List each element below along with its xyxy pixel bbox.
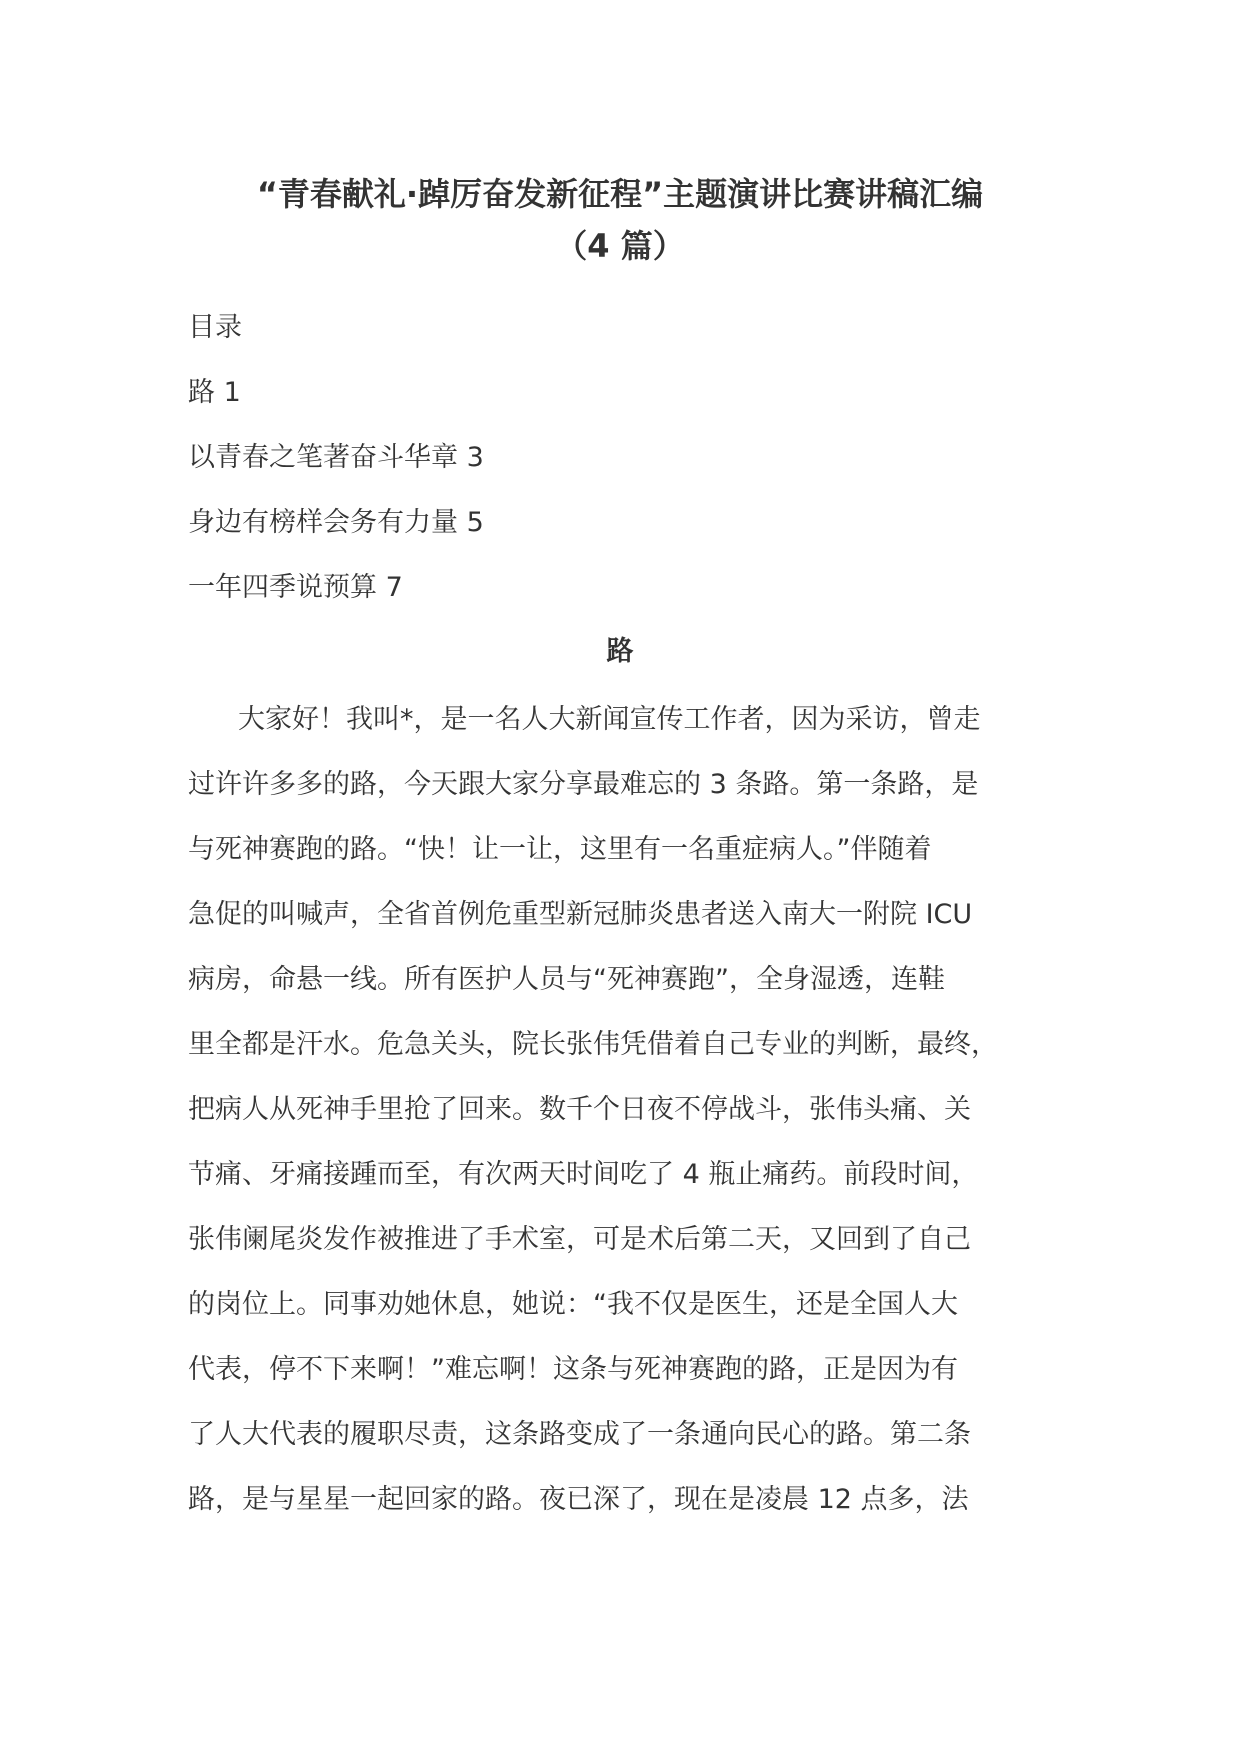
body-line: 的岗位上。同事劝她休息，她说：“我不仅是医生，还是全国人大 (188, 1289, 958, 1320)
body-line: 节痛、牙痛接踵而至，有次两天时间吃了 4 瓶止痛药。前段时间， (188, 1159, 979, 1190)
body-line: 把病人从死神手里抢了回来。数千个日夜不停战斗，张伟头痛、关 (188, 1094, 971, 1125)
body-line: 路，是与星星一起回家的路。夜已深了，现在是凌晨 12 点多，法 (188, 1484, 969, 1515)
table-of-contents (188, 306, 1088, 631)
body-line: 代表，停不下来啊！”难忘啊！这条与死神赛跑的路，正是因为有 (188, 1354, 958, 1385)
title-line-2: （4 篇） (555, 227, 685, 265)
section-heading: 路 (606, 636, 634, 667)
body-line: 与死神赛跑的路。“快！让一让，这里有一名重症病人。”伴随着 (188, 834, 932, 865)
toc-heading: 目录 (188, 312, 242, 343)
body-line: 了人大代表的履职尽责，这条路变成了一条通向民心的路。第二条 (188, 1419, 971, 1450)
body-line: 病房，命悬一线。所有医护人员与“死神赛跑”，全身湿透，连鞋 (188, 964, 945, 995)
body-line: 里全都是汗水。危急关头，院长张伟凭借着自己专业的判断，最终， (188, 1029, 998, 1060)
toc-item: 路 1 (188, 377, 241, 408)
title-line-1: “青春献礼·踔厉奋发新征程”主题演讲比赛讲稿汇编 (256, 175, 984, 213)
toc-item: 身边有榜样会务有力量 5 (188, 507, 484, 538)
body-line: 急促的叫喊声，全省首例危重型新冠肺炎患者送入南大一附院 ICU (188, 899, 973, 930)
body-line: 张伟阑尾炎发作被推进了手术室，可是术后第二天，又回到了自己 (188, 1224, 971, 1255)
section-body (188, 698, 1068, 1543)
body-line: 大家好！我叫*，是一名人大新闻宣传工作者，因为采访，曾走 (238, 704, 981, 735)
document-title (170, 168, 1070, 272)
toc-item: 以青春之笔著奋斗华章 3 (188, 442, 484, 473)
body-line: 过许许多多的路，今天跟大家分享最难忘的 3 条路。第一条路，是 (188, 769, 979, 800)
toc-item: 一年四季说预算 7 (188, 572, 403, 603)
